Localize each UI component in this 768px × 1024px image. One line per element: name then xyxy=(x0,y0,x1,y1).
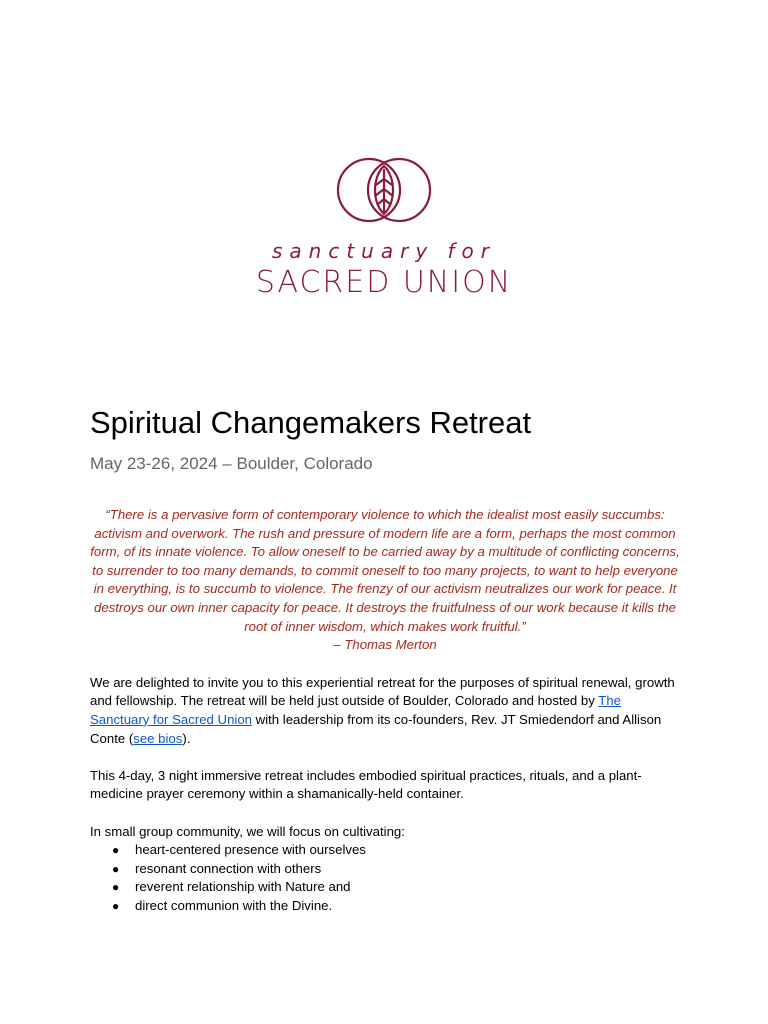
logo-wordmark: SACRED UNION xyxy=(255,265,513,300)
document-body xyxy=(90,403,680,915)
page-title: Spiritual Changemakers Retreat xyxy=(90,405,532,440)
bullet-icon: ● xyxy=(112,880,120,895)
page-subtitle: May 23-26, 2024 – Boulder, Colorado xyxy=(90,454,373,473)
sanctuary-link[interactable]: The Sanctuary for Sacred Union xyxy=(90,693,622,727)
retreat-description: This 4-day, 3 night immersive retreat includes embodied spiritual practices, rituals, and a plant-medicine prayer ceremony within a shamanically-held container. xyxy=(90,767,642,802)
list-item: ● resonant connection with others xyxy=(90,860,680,879)
intro-text-after: ). xyxy=(182,730,191,746)
focus-list xyxy=(90,841,680,915)
bullet-icon: ● xyxy=(112,898,120,913)
see-bios-link[interactable]: see bios xyxy=(133,730,183,746)
logo-tagline: sanctuary for xyxy=(271,239,497,263)
list-item: ● heart-centered presence with ourselves xyxy=(90,841,680,860)
merton-quote xyxy=(90,506,680,655)
logo xyxy=(0,155,768,300)
list-item: ● reverent relationship with Nature and xyxy=(90,878,680,897)
quote-text: “There is a pervasive form of contemporary violence to which the idealist most easily succumbs: activism and overwork. The rush and pressure of modern life are a form, perhaps the most common form, of its innate violence. To allow oneself to be carried away by a multitude of conflicting concerns, to surrender to too many demands, to commit oneself to too many projects, to want to help everyone in everything, is to succumb to violence. The frenzy of our activism neutralizes our work for peace. It destroys our own inner capacity for peace. It destroys the fruitfulness of our work because it kills the root of inner wisdom, which makes work fruitful.” xyxy=(90,507,680,634)
intro-text-before: We are delighted to invite you to this experiential retreat for the purposes of spiritual renewal, growth and fellowship. The retreat will be held just outside of Boulder, Colorado and hosted by xyxy=(90,674,675,709)
quote-author: – Thomas Merton xyxy=(333,637,437,653)
list-item: ● direct communion with the Divine. xyxy=(90,897,680,916)
bullet-icon: ● xyxy=(112,861,120,876)
bullet-icon: ● xyxy=(112,843,120,858)
intro-paragraph xyxy=(90,674,680,748)
intertwined-rings-leaf-icon xyxy=(334,155,434,225)
focus-intro: In small group community, we will focus on cultivating: xyxy=(90,823,405,839)
intro-text-middle: with leadership from its co-founders, Rev. JT Smiedendorf and Allison Conte ( xyxy=(90,711,662,746)
